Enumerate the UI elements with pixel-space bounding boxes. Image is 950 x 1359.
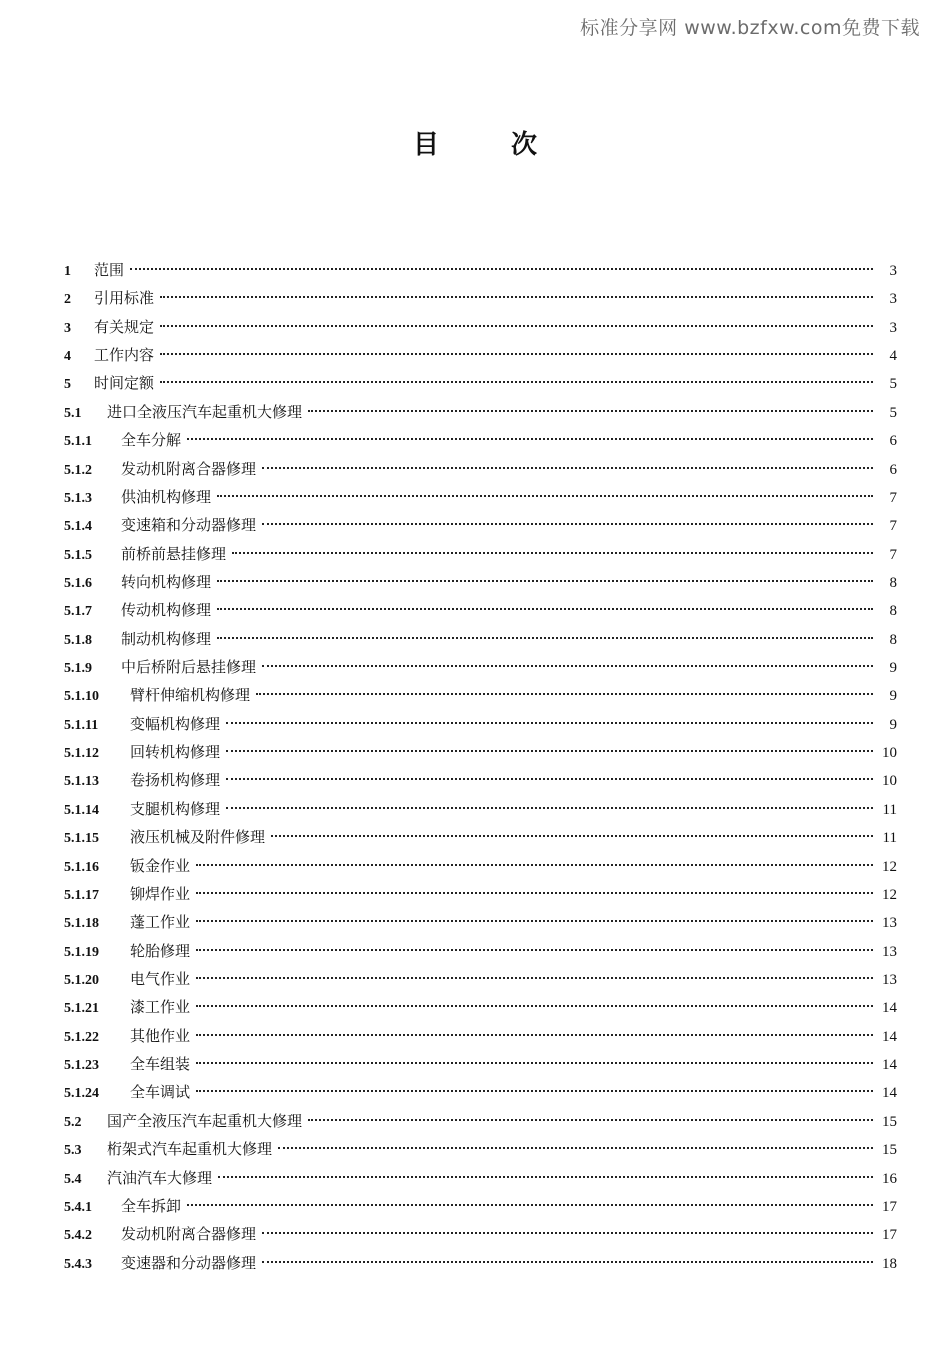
toc-entry-title: 工作内容 xyxy=(94,346,155,365)
toc-entry-number: 5.1.20 xyxy=(64,972,99,988)
dot-leader xyxy=(196,864,873,866)
dot-leader xyxy=(271,835,873,837)
toc-entry[interactable] xyxy=(64,681,897,709)
toc-entry-page: 13 xyxy=(882,915,897,932)
toc-entry-number: 5.1.11 xyxy=(64,717,99,733)
toc-entry[interactable] xyxy=(64,738,897,766)
toc-entry-number: 5.4 xyxy=(64,1171,82,1187)
toc-entry-page: 16 xyxy=(882,1170,897,1187)
toc-entry-page: 13 xyxy=(882,971,897,988)
toc-entry-number: 5.1.12 xyxy=(64,746,99,762)
toc-entry[interactable] xyxy=(64,596,897,624)
dot-leader xyxy=(217,580,873,582)
toc-entry-number: 5.1.4 xyxy=(64,519,92,535)
toc-entry[interactable] xyxy=(64,937,897,965)
toc-entry[interactable] xyxy=(64,625,897,653)
toc-entry-number: 5.1.19 xyxy=(64,944,99,960)
toc-entry[interactable] xyxy=(64,1022,897,1050)
dot-leader xyxy=(196,1005,873,1007)
toc-entry-page: 7 xyxy=(889,518,897,535)
toc-entry[interactable] xyxy=(64,568,897,596)
toc-entry[interactable] xyxy=(64,511,897,539)
toc-entry-page: 5 xyxy=(889,376,897,393)
toc-entry-title: 漆工作业 xyxy=(130,998,191,1017)
toc-entry-number: 5.3 xyxy=(64,1143,82,1159)
toc-entry[interactable] xyxy=(64,852,897,880)
toc-entry-title: 液压机械及附件修理 xyxy=(130,828,266,847)
dot-leader xyxy=(278,1147,873,1149)
toc-entry-page: 7 xyxy=(889,489,897,506)
toc-entry-title: 中后桥附后悬挂修理 xyxy=(121,658,257,677)
toc-entry-number: 5.1.3 xyxy=(64,490,92,506)
toc-entry[interactable] xyxy=(64,823,897,851)
toc-entry[interactable] xyxy=(64,313,897,341)
toc-entry[interactable] xyxy=(64,369,897,397)
dot-leader xyxy=(196,977,873,979)
toc-entry[interactable] xyxy=(64,1078,897,1106)
dot-leader xyxy=(262,1232,873,1234)
toc-entry-page: 9 xyxy=(889,660,897,677)
toc-entry[interactable] xyxy=(64,653,897,681)
toc-entry-title: 国产全液压汽车起重机大修理 xyxy=(107,1111,303,1130)
title-char-2: 次 xyxy=(511,130,538,160)
toc-entry-title: 全车组装 xyxy=(130,1055,191,1074)
dot-leader xyxy=(262,467,873,469)
toc-entry[interactable] xyxy=(64,1220,897,1248)
dot-leader xyxy=(160,353,873,355)
toc-entry-number: 1 xyxy=(64,264,71,279)
toc-entry[interactable] xyxy=(64,965,897,993)
title-char-1: 目 xyxy=(412,130,439,160)
toc-entry-number: 5.1.18 xyxy=(64,916,99,932)
toc-entry-page: 9 xyxy=(889,688,897,705)
dot-leader xyxy=(226,778,873,780)
dot-leader xyxy=(262,665,873,667)
toc-entry[interactable] xyxy=(64,908,897,936)
toc-entry-number: 5.2 xyxy=(64,1114,82,1130)
toc-entry[interactable] xyxy=(64,1050,897,1078)
toc-entry-page: 8 xyxy=(889,603,897,620)
toc-entry[interactable] xyxy=(64,1249,897,1277)
toc-entry-title: 电气作业 xyxy=(130,969,191,988)
toc-entry-page: 8 xyxy=(889,631,897,648)
toc-entry-page: 6 xyxy=(889,461,897,478)
toc-entry[interactable] xyxy=(64,426,897,454)
dot-leader xyxy=(256,693,873,695)
toc-entry-page: 17 xyxy=(882,1198,897,1215)
dot-leader xyxy=(217,637,873,639)
toc-entry-title: 全车调试 xyxy=(130,1083,191,1102)
dot-leader xyxy=(160,296,873,298)
toc-entry-number: 5.1.23 xyxy=(64,1058,99,1074)
toc-entry-number: 5.1.16 xyxy=(64,859,99,875)
toc-entry-number: 5.1.8 xyxy=(64,632,92,648)
toc-entry-title: 制动机构修理 xyxy=(121,629,212,648)
toc-entry-title: 钣金作业 xyxy=(130,856,191,875)
toc-entry-number: 5.1.2 xyxy=(64,462,92,478)
toc-entry-page: 15 xyxy=(882,1113,897,1130)
dot-leader xyxy=(187,1204,873,1206)
toc-entry-title: 供油机构修理 xyxy=(121,487,212,506)
dot-leader xyxy=(196,1034,873,1036)
toc-entry-page: 14 xyxy=(882,1000,897,1017)
toc-entry-title: 转向机构修理 xyxy=(121,572,212,591)
dot-leader xyxy=(130,268,873,270)
toc-entry-number: 5.4.2 xyxy=(64,1228,92,1244)
toc-entry[interactable] xyxy=(64,795,897,823)
page-title xyxy=(0,124,950,161)
toc-entry-page: 14 xyxy=(882,1028,897,1045)
toc-entry-page: 10 xyxy=(882,773,897,790)
toc-entry-title: 轮胎修理 xyxy=(130,941,191,960)
toc-entry-title: 发动机附离合器修理 xyxy=(121,1225,257,1244)
toc-entry-number: 5.1 xyxy=(64,405,82,421)
toc-entry[interactable] xyxy=(64,341,897,369)
dot-leader xyxy=(196,920,873,922)
dot-leader xyxy=(196,1090,873,1092)
toc-entry-title: 桁架式汽车起重机大修理 xyxy=(107,1140,273,1159)
toc-entry-number: 5.1.13 xyxy=(64,774,99,790)
toc-entry-title: 其他作业 xyxy=(130,1026,191,1045)
dot-leader xyxy=(196,892,873,894)
toc-entry-title: 前桥前悬挂修理 xyxy=(121,544,227,563)
toc-entry-number: 3 xyxy=(64,320,71,336)
toc-entry-number: 5.1.14 xyxy=(64,802,99,818)
toc-entry[interactable] xyxy=(64,1107,897,1135)
toc-entry-number: 5.4.1 xyxy=(64,1199,92,1215)
toc-entry-number: 5.1.24 xyxy=(64,1086,99,1102)
toc-entry-number: 5.1.22 xyxy=(64,1029,99,1045)
toc-entry-number: 5.1.6 xyxy=(64,575,92,591)
dot-leader xyxy=(196,1062,873,1064)
dot-leader xyxy=(218,1176,873,1178)
toc-entry-page: 17 xyxy=(882,1227,897,1244)
toc-entry-number: 5.1.17 xyxy=(64,887,99,903)
toc-entry-number: 5.1.21 xyxy=(64,1001,99,1017)
toc-entry-page: 11 xyxy=(882,801,897,818)
toc-entry-title: 发动机附离合器修理 xyxy=(121,459,257,478)
toc-entry-title: 引用标准 xyxy=(94,289,155,308)
toc-entry-page: 15 xyxy=(882,1142,897,1159)
toc-entry-page: 7 xyxy=(889,546,897,563)
toc-entry-title: 卷扬机构修理 xyxy=(130,771,221,790)
toc-entry[interactable] xyxy=(64,880,897,908)
toc-entry-title: 回转机构修理 xyxy=(130,743,221,762)
toc-entry-title: 全车拆卸 xyxy=(121,1196,182,1215)
dot-leader xyxy=(226,750,873,752)
toc-entry-page: 14 xyxy=(882,1085,897,1102)
toc-entry[interactable] xyxy=(64,993,897,1021)
toc-entry-number: 5.1.9 xyxy=(64,661,92,677)
toc-entry-page: 9 xyxy=(889,716,897,733)
dot-leader xyxy=(262,1261,873,1263)
watermark: 标准分享网 www.bzfxw.com免费下载 xyxy=(580,17,920,39)
dot-leader xyxy=(262,523,873,525)
toc-entry-page: 12 xyxy=(882,886,897,903)
toc-entry-title: 有关规定 xyxy=(94,317,155,336)
toc-entry[interactable] xyxy=(64,540,897,568)
toc-entry[interactable] xyxy=(64,1192,897,1220)
toc-entry-title: 全车分解 xyxy=(121,431,182,450)
toc-entry-title: 范围 xyxy=(94,261,125,279)
toc-entry-page: 11 xyxy=(882,830,897,847)
table-of-contents xyxy=(64,256,897,1277)
toc-entry-page: 3 xyxy=(889,263,897,279)
dot-leader xyxy=(217,608,873,610)
toc-entry-page: 10 xyxy=(882,745,897,762)
toc-entry[interactable] xyxy=(64,1135,897,1163)
toc-entry-number: 2 xyxy=(64,292,71,308)
dot-leader xyxy=(226,807,873,809)
toc-entry-page: 18 xyxy=(882,1255,897,1272)
toc-entry-title: 进口全液压汽车起重机大修理 xyxy=(107,402,303,421)
dot-leader xyxy=(308,410,873,412)
toc-entry-page: 3 xyxy=(889,319,897,336)
toc-entry[interactable] xyxy=(64,398,897,426)
toc-entry-title: 铆焊作业 xyxy=(130,884,191,903)
toc-entry-page: 3 xyxy=(889,291,897,308)
dot-leader xyxy=(217,495,873,497)
toc-entry[interactable] xyxy=(64,710,897,738)
toc-entry-number: 5.1.5 xyxy=(64,547,92,563)
toc-entry-page: 6 xyxy=(889,433,897,450)
dot-leader xyxy=(226,722,873,724)
toc-entry[interactable] xyxy=(64,455,897,483)
toc-entry-title: 时间定额 xyxy=(94,374,155,393)
toc-entry-number: 5.4.3 xyxy=(64,1256,92,1272)
toc-entry-number: 4 xyxy=(64,349,71,365)
toc-entry[interactable] xyxy=(64,1164,897,1192)
toc-entry[interactable] xyxy=(64,483,897,511)
toc-entry-title: 汽油汽车大修理 xyxy=(107,1168,213,1187)
toc-entry-page: 14 xyxy=(882,1057,897,1074)
toc-entry-title: 臂杆伸缩机构修理 xyxy=(130,686,251,705)
toc-entry-number: 5 xyxy=(64,377,71,393)
dot-leader xyxy=(232,552,873,554)
toc-entry[interactable] xyxy=(64,766,897,794)
toc-entry-title: 变速箱和分动器修理 xyxy=(121,516,257,535)
toc-entry-number: 5.1.7 xyxy=(64,604,92,620)
toc-entry-page: 4 xyxy=(889,348,897,365)
toc-entry-page: 13 xyxy=(882,943,897,960)
dot-leader xyxy=(196,949,873,951)
toc-entry-number: 5.1.15 xyxy=(64,831,99,847)
dot-leader xyxy=(187,438,873,440)
toc-entry-page: 5 xyxy=(889,404,897,421)
toc-entry-page: 8 xyxy=(889,574,897,591)
toc-entry[interactable] xyxy=(64,256,897,284)
toc-entry[interactable] xyxy=(64,284,897,312)
toc-entry-page: 12 xyxy=(882,858,897,875)
toc-entry-title: 蓬工作业 xyxy=(130,913,191,932)
toc-entry-title: 变速器和分动器修理 xyxy=(121,1253,257,1272)
toc-entry-title: 变幅机构修理 xyxy=(130,714,221,733)
dot-leader xyxy=(160,381,873,383)
toc-entry-title: 传动机构修理 xyxy=(121,601,212,620)
toc-entry-number: 5.1.10 xyxy=(64,689,99,705)
dot-leader xyxy=(308,1119,873,1121)
toc-entry-number: 5.1.1 xyxy=(64,434,92,450)
dot-leader xyxy=(160,325,873,327)
toc-entry-title: 支腿机构修理 xyxy=(130,799,221,818)
